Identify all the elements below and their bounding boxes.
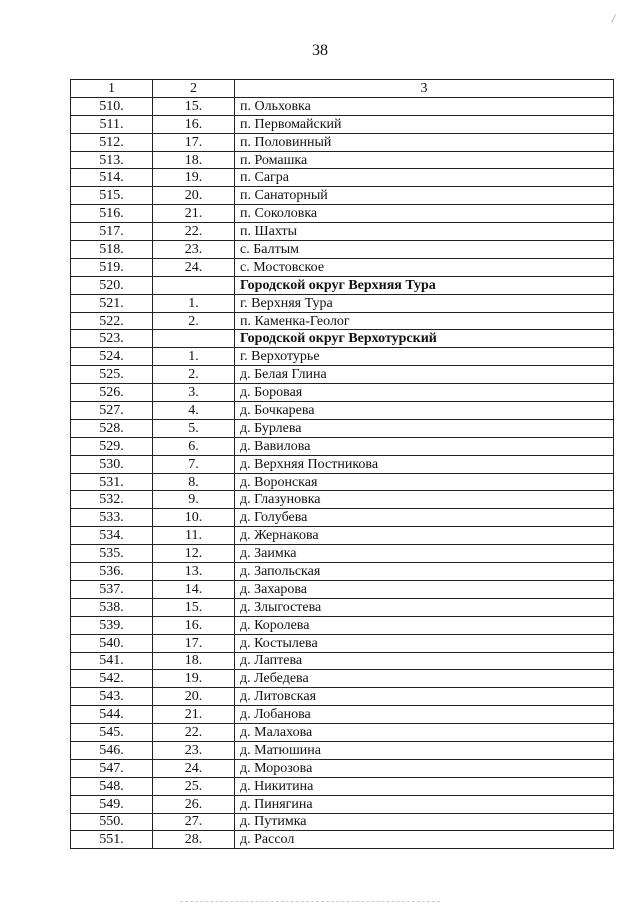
row-number: 516.: [71, 205, 153, 223]
settlements-table: [70, 79, 614, 849]
row-sub-number: 2.: [153, 312, 235, 330]
table-row: [71, 276, 614, 294]
row-number: 517.: [71, 223, 153, 241]
table-row: [71, 241, 614, 259]
table-row: [71, 688, 614, 706]
table-row: [71, 312, 614, 330]
row-sub-number: 1.: [153, 294, 235, 312]
row-number: 511.: [71, 115, 153, 133]
row-number: 536.: [71, 563, 153, 581]
row-sub-number: 24.: [153, 258, 235, 276]
row-sub-number: 19.: [153, 169, 235, 187]
table-row: [71, 402, 614, 420]
row-sub-number: 1.: [153, 348, 235, 366]
settlement-name: д. Лобанова: [235, 706, 614, 724]
table-row: [71, 115, 614, 133]
row-number: 512.: [71, 133, 153, 151]
settlement-name: с. Балтым: [235, 241, 614, 259]
row-sub-number: 15.: [153, 598, 235, 616]
settlement-name: д. Вавилова: [235, 437, 614, 455]
row-sub-number: 18.: [153, 151, 235, 169]
row-sub-number: 5.: [153, 419, 235, 437]
row-number: 538.: [71, 598, 153, 616]
row-number: 528.: [71, 419, 153, 437]
row-number: 551.: [71, 831, 153, 849]
settlement-name: п. Санаторный: [235, 187, 614, 205]
row-sub-number: 17.: [153, 634, 235, 652]
table-row: [71, 580, 614, 598]
row-sub-number: 16.: [153, 616, 235, 634]
row-sub-number: 12.: [153, 545, 235, 563]
row-sub-number: [153, 276, 235, 294]
table-row: [71, 473, 614, 491]
settlement-name: д. Пинягина: [235, 795, 614, 813]
row-number: 547.: [71, 759, 153, 777]
settlement-name: д. Голубева: [235, 509, 614, 527]
settlement-name: д. Костылева: [235, 634, 614, 652]
table-row: [71, 419, 614, 437]
table-row: [71, 348, 614, 366]
settlement-name: п. Соколовка: [235, 205, 614, 223]
row-sub-number: 22.: [153, 724, 235, 742]
table-body: [71, 97, 614, 848]
settlement-name: д. Королева: [235, 616, 614, 634]
settlement-name: д. Злыгостева: [235, 598, 614, 616]
row-number: 514.: [71, 169, 153, 187]
settlement-name: д. Литовская: [235, 688, 614, 706]
row-number: 518.: [71, 241, 153, 259]
row-number: 529.: [71, 437, 153, 455]
row-sub-number: [153, 330, 235, 348]
row-sub-number: 7.: [153, 455, 235, 473]
table-row: [71, 133, 614, 151]
row-number: 525.: [71, 366, 153, 384]
column-header-2: 2: [153, 80, 235, 98]
table-row: [71, 437, 614, 455]
table-row: [71, 616, 614, 634]
table-row: [71, 223, 614, 241]
row-number: 548.: [71, 777, 153, 795]
row-sub-number: 4.: [153, 402, 235, 420]
table-row: [71, 795, 614, 813]
row-number: 544.: [71, 706, 153, 724]
row-sub-number: 9.: [153, 491, 235, 509]
settlement-name: п. Половинный: [235, 133, 614, 151]
settlement-name: п. Ольховка: [235, 97, 614, 115]
row-sub-number: 19.: [153, 670, 235, 688]
settlement-name: п. Каменка-Геолог: [235, 312, 614, 330]
row-sub-number: 17.: [153, 133, 235, 151]
row-sub-number: 23.: [153, 741, 235, 759]
row-sub-number: 23.: [153, 241, 235, 259]
row-number: 523.: [71, 330, 153, 348]
row-number: 539.: [71, 616, 153, 634]
column-header-1: 1: [71, 80, 153, 98]
settlement-name: д. Захарова: [235, 580, 614, 598]
row-sub-number: 28.: [153, 831, 235, 849]
row-sub-number: 3.: [153, 384, 235, 402]
table-row: [71, 258, 614, 276]
settlement-name: п. Первомайский: [235, 115, 614, 133]
table-row: [71, 169, 614, 187]
settlement-name: д. Лебедева: [235, 670, 614, 688]
row-number: 522.: [71, 312, 153, 330]
table-header-row: [71, 80, 614, 98]
row-number: 515.: [71, 187, 153, 205]
table-row: [71, 205, 614, 223]
row-sub-number: 13.: [153, 563, 235, 581]
table-row: [71, 330, 614, 348]
settlement-name: г. Верхотурье: [235, 348, 614, 366]
table-row: [71, 652, 614, 670]
table-row: [71, 741, 614, 759]
scan-bottom-edge: [180, 901, 440, 903]
table-row: [71, 97, 614, 115]
settlement-name: с. Мостовское: [235, 258, 614, 276]
table-row: [71, 366, 614, 384]
settlement-name: Городской округ Верхотурский: [235, 330, 614, 348]
settlement-name: д. Воронская: [235, 473, 614, 491]
row-number: 532.: [71, 491, 153, 509]
table-row: [71, 455, 614, 473]
row-number: 520.: [71, 276, 153, 294]
table-row: [71, 831, 614, 849]
column-header-3: 3: [235, 80, 614, 98]
row-sub-number: 26.: [153, 795, 235, 813]
row-sub-number: 2.: [153, 366, 235, 384]
row-number: 519.: [71, 258, 153, 276]
settlement-name: п. Сагра: [235, 169, 614, 187]
settlement-name: д. Запольская: [235, 563, 614, 581]
table-row: [71, 151, 614, 169]
row-sub-number: 27.: [153, 813, 235, 831]
row-sub-number: 15.: [153, 97, 235, 115]
row-sub-number: 22.: [153, 223, 235, 241]
table-row: [71, 670, 614, 688]
table-row: [71, 527, 614, 545]
settlement-name: д. Бурлева: [235, 419, 614, 437]
row-sub-number: 14.: [153, 580, 235, 598]
table-row: [71, 634, 614, 652]
settlement-name: д. Бочкарева: [235, 402, 614, 420]
row-number: 534.: [71, 527, 153, 545]
row-number: 545.: [71, 724, 153, 742]
table-row: [71, 563, 614, 581]
table-row: [71, 294, 614, 312]
table-row: [71, 187, 614, 205]
settlement-name: д. Глазуновка: [235, 491, 614, 509]
settlement-name: д. Заимка: [235, 545, 614, 563]
row-number: 526.: [71, 384, 153, 402]
table-row: [71, 545, 614, 563]
row-sub-number: 10.: [153, 509, 235, 527]
table-row: [71, 491, 614, 509]
row-number: 533.: [71, 509, 153, 527]
table-row: [71, 759, 614, 777]
settlement-name: д. Никитина: [235, 777, 614, 795]
row-number: 540.: [71, 634, 153, 652]
settlement-name: д. Морозова: [235, 759, 614, 777]
table-row: [71, 598, 614, 616]
table-row: [71, 706, 614, 724]
settlement-name: д. Верхняя Постникова: [235, 455, 614, 473]
row-number: 549.: [71, 795, 153, 813]
row-sub-number: 6.: [153, 437, 235, 455]
row-sub-number: 8.: [153, 473, 235, 491]
row-number: 531.: [71, 473, 153, 491]
settlement-name: д. Матюшина: [235, 741, 614, 759]
row-number: 527.: [71, 402, 153, 420]
settlement-name: п. Шахты: [235, 223, 614, 241]
settlement-name: д. Рассол: [235, 831, 614, 849]
settlement-name: д. Малахова: [235, 724, 614, 742]
row-number: 524.: [71, 348, 153, 366]
scan-artifact: [611, 14, 616, 23]
row-number: 546.: [71, 741, 153, 759]
row-sub-number: 16.: [153, 115, 235, 133]
row-sub-number: 20.: [153, 688, 235, 706]
row-sub-number: 24.: [153, 759, 235, 777]
table-row: [71, 813, 614, 831]
row-number: 535.: [71, 545, 153, 563]
row-sub-number: 18.: [153, 652, 235, 670]
table-row: [71, 509, 614, 527]
row-number: 542.: [71, 670, 153, 688]
page-number: 38: [312, 42, 328, 59]
row-number: 521.: [71, 294, 153, 312]
row-sub-number: 25.: [153, 777, 235, 795]
settlement-name: г. Верхняя Тура: [235, 294, 614, 312]
settlement-name: д. Жернакова: [235, 527, 614, 545]
settlement-name: д. Боровая: [235, 384, 614, 402]
row-number: 513.: [71, 151, 153, 169]
row-sub-number: 20.: [153, 187, 235, 205]
row-sub-number: 21.: [153, 706, 235, 724]
table-row: [71, 777, 614, 795]
settlement-name: п. Ромашка: [235, 151, 614, 169]
row-number: 541.: [71, 652, 153, 670]
row-number: 537.: [71, 580, 153, 598]
row-number: 530.: [71, 455, 153, 473]
settlement-name: д. Белая Глина: [235, 366, 614, 384]
row-number: 550.: [71, 813, 153, 831]
settlement-name: Городской округ Верхняя Тура: [235, 276, 614, 294]
settlement-name: д. Путимка: [235, 813, 614, 831]
row-number: 543.: [71, 688, 153, 706]
settlement-name: д. Лаптева: [235, 652, 614, 670]
table-row: [71, 724, 614, 742]
table-row: [71, 384, 614, 402]
row-sub-number: 21.: [153, 205, 235, 223]
row-sub-number: 11.: [153, 527, 235, 545]
row-number: 510.: [71, 97, 153, 115]
